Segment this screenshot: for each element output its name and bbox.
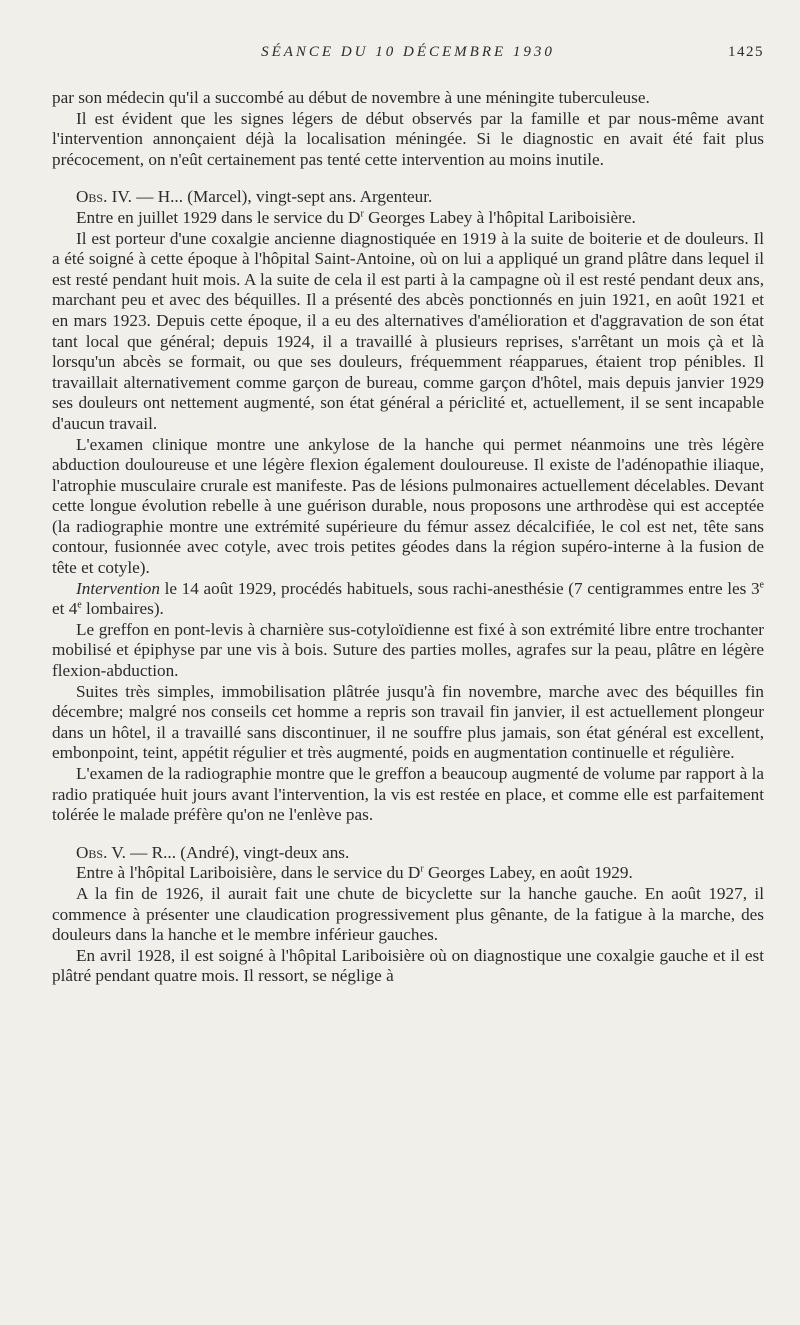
observation-heading-iv	[52, 187, 764, 208]
paragraph: Il est évident que les signes légers de début observés par la famille et par nous-même avant l'intervention annonçaient déjà la localisation méningée. Si le diagnostic en avait été fait plus précocement, on n'eût certainement pas tenté cette intervention au moins inutile.	[52, 108, 764, 169]
paragraph: Il est porteur d'une coxalgie ancienne diagnostiquée en 1919 à la suite de boiterie et de douleurs. Il a été soigné à cette époque à l'hôpital Saint-Antoine, où on lui a appliqué un grand plâtre dans lequel il est resté pendant huit mois. A la suite de cela il est parti à la campagne où il est resté pendant deux ans, marchant peu et avec des béquilles. Il a présenté des abcès ponctionnés en juin 1921, en août 1921 et en mars 1923. Depuis cette époque, il a eu des alternatives d'amélioration et d'aggravation de son état tant local que général; depuis 1924, il a travaillé à plusieurs reprises, s'arrêtant un mois çà et là lorsqu'un abcès se formait, ou que ses douleurs, fréquemment réapparues, étaient trop pénibles. Il travaillait alternativement comme garçon de bureau, comme garçon d'hôtel, mais depuis janvier 1929 ses douleurs ont nettement augmenté, son état général a périclité et, actuellement, il se sent incapable d'aucun travail.	[52, 228, 764, 433]
page-number: 1425	[728, 44, 764, 60]
paragraph	[52, 863, 764, 884]
running-title: SÉANCE DU 10 DÉCEMBRE 1930	[261, 44, 555, 60]
superscript: r	[420, 863, 424, 875]
observation-heading-v	[52, 843, 764, 864]
page-header	[52, 44, 764, 68]
observation-label: Obs. V.	[76, 842, 126, 862]
paragraph-text: et 4	[52, 599, 78, 619]
paragraph-text: lombaires).	[81, 599, 164, 619]
observation-title: — R... (André), vingt-deux ans.	[125, 842, 350, 862]
superscript: e	[77, 599, 82, 611]
italic-term: Intervention	[76, 578, 160, 598]
paragraph-text: le 14 août 1929, procédés habituels, sous rachi-anesthésie (7 centigrammes entre les 3	[160, 578, 760, 598]
paragraph: L'examen de la radiographie montre que le greffon a beaucoup augmenté de volume par rapport à la radio pratiquée huit jours avant l'intervention, la vis est restée en place, et comme elle est parfaitement tolérée le malade préfère qu'on ne l'enlève pas.	[52, 764, 764, 825]
superscript: e	[759, 578, 764, 590]
paragraph-text: Georges Labey à l'hôpital Lariboisière.	[363, 207, 636, 227]
paragraph-text: Georges Labey, en août 1929.	[423, 863, 633, 883]
paragraph: Le greffon en pont-levis à charnière sus-cotyloïdienne est fixé à son extrémité libre entre trochanter mobilisé et épiphyse par une vis à bois. Suture des parties molles, agrafes sur la peau, plâtre en légère flexion-abduction.	[52, 619, 764, 681]
paragraph	[52, 579, 764, 620]
superscript: r	[360, 208, 364, 220]
paragraph: L'examen clinique montre une ankylose de la hanche qui permet néanmoins une très légère abduction douloureuse et une légère flexion également douloureuse. Il existe de l'adénopathie iliaque, l'atrophie musculaire crurale est manifeste. Pas de lésions pulmonaires actuellement décelables. Devant cette longue évolution rebelle à une guérison durable, nous proposons une arthrodèse qui est acceptée (la radiographie montre une extrémité supérieure du fémur assez décalcifiée, le col est net, tête sans contour, fusionnée avec cotyle, avec trois petites géodes dans la région supéro-interne à la fusion de tête et cotyle).	[52, 434, 764, 578]
paragraph: En avril 1928, il est soigné à l'hôpital Lariboisière où on diagnostique une coxalgie gauche et il est plâtré pendant quatre mois. Il ressort, se néglige à	[52, 945, 764, 986]
observation-label: Obs. IV.	[76, 187, 132, 207]
paragraph: A la fin de 1926, il aurait fait une chute de bicyclette sur la hanche gauche. En août 1927, il commence à présenter une claudication progressivement plus gênante, de la fatigue à la marche, des douleurs dans la hanche et le membre inférieur gauches.	[52, 883, 764, 945]
body-text	[52, 88, 764, 987]
paragraph-text: Entre à l'hôpital Lariboisière, dans le service du D	[76, 863, 421, 883]
paragraph-text: Entre en juillet 1929 dans le service du D	[76, 207, 361, 227]
paragraph: par son médecin qu'il a succombé au début de novembre à une méningite tuberculeuse.	[52, 88, 650, 107]
observation-title: — H... (Marcel), vingt-sept ans. Argenteur.	[131, 187, 433, 207]
paragraph: Suites très simples, immobilisation plâtrée jusqu'à fin novembre, marche avec des béquilles fin décembre; malgré nos conseils cet homme a repris son travail fin janvier, il est actuellement plongeur dans un hôtel, il a travaillé sans discontinuer, il ne souffre plus jamais, son état général est excellent, embonpoint, teint, appétit régulier et très augmenté, poids en augmentation continuelle et régulière.	[52, 681, 764, 763]
paragraph	[52, 208, 764, 229]
